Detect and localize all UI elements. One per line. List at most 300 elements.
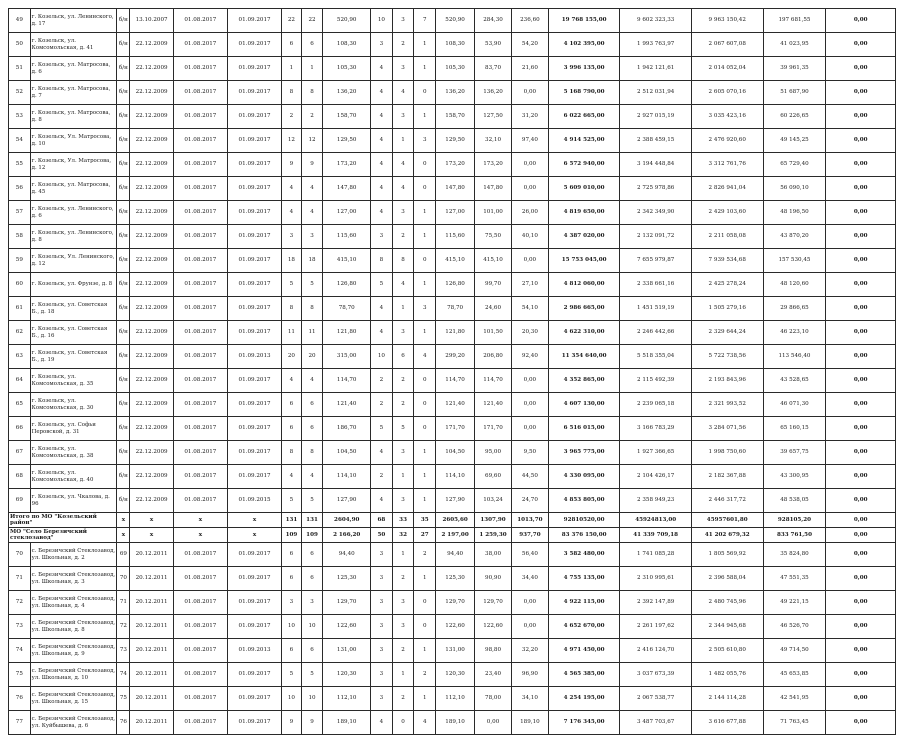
cell-cost-fund: 1 942 121,61 [620,57,692,81]
cell-residents-count: 2 [282,105,302,129]
cell-cost-total: 19 768 155,00 [548,9,620,33]
cell-area-private: 101,50 [475,321,512,345]
cell-doc-number: б/н [117,369,130,393]
cell-row-number: 65 [9,393,31,417]
cell-area-private: 98,80 [475,639,512,663]
table-row [9,417,896,441]
cell-planned-end-date: 01.09.2015 [227,489,281,513]
cell-address: с. Березичский Стеклозавод, ул. Школьная, д. 4 [30,591,117,615]
cell-residents-moved: 6 [301,639,323,663]
cell-row-number: 73 [9,615,31,639]
cell-rooms-municipal: 0 [414,393,436,417]
cell-row-number: 67 [9,441,31,465]
cell-planned-end-date: 01.09.2017 [227,615,281,639]
cell-residents-count: 5 [282,489,302,513]
cell-residents-moved: 3 [301,225,323,249]
cell-rooms-private: 2 [392,393,414,417]
cell-cost-local: 56 090,10 [763,177,826,201]
table-row [9,465,896,489]
cell-cost-regional: 5 722 738,56 [691,345,763,369]
cell-total-area: 315,00 [323,345,371,369]
cell-rooms-municipal: 1 [414,489,436,513]
cell-recognition-date: 20.12.2011 [130,711,173,735]
cell-rooms-total: 3 [371,543,393,567]
cell-total-area: 114,70 [323,369,371,393]
cell-rooms-total: 3 [371,687,393,711]
cell-address: г. Козельск, ул. Комсомольская, д. 38 [30,441,117,465]
cell-cost-local: 49 145,25 [763,129,826,153]
cell-cost-other: 0,00 [826,393,896,417]
cell-area-total: 147,80 [436,177,475,201]
cell-residents-count: 4 [282,465,302,489]
cell-residents-moved: 10 [301,687,323,711]
cell-cost-regional: 2 396 588,04 [691,567,763,591]
cell-total-area: 105,30 [323,57,371,81]
cell-planned-start-date: 01.08.2017 [173,201,227,225]
cell-rooms-total: 4 [371,201,393,225]
total-label: МО "Село Березичский стеклозавод" [9,528,117,543]
table-row [9,393,896,417]
cell-planned-start-date: 01.08.2017 [173,615,227,639]
cell-area-municipal: 92,40 [511,345,548,369]
cell-cost-fund: 1 927 366,65 [620,441,692,465]
cell-planned-end-date: 01.09.2017 [227,441,281,465]
cell-cost-total: 4 352 865,00 [548,369,620,393]
cell-cost-other: 0,00 [826,369,896,393]
cell-doc-number: б/н [117,249,130,273]
cell-planned-start-date: 01.08.2017 [173,177,227,201]
cell-cost-local: 49 221,15 [763,591,826,615]
cell-planned-start-date: 01.08.2017 [173,9,227,33]
cell-total-area: 108,30 [323,33,371,57]
cell-cost-regional: 2 321 993,52 [691,393,763,417]
cell-area-total: 121,40 [436,393,475,417]
cell-planned-start-date: 01.08.2017 [173,567,227,591]
cell-rooms-total: 4 [371,297,393,321]
cell-cost-other: 0,00 [826,81,896,105]
cell-cost-total: 4 330 095,00 [548,465,620,489]
cell-residents-count: 18 [282,249,302,273]
cell-residents-moved: 4 [301,465,323,489]
cell-cost-regional: 2 193 843,96 [691,369,763,393]
cell-area-total: 120,30 [436,663,475,687]
cell-area-total: 173,20 [436,153,475,177]
cell-cost-fund: 2 416 124,70 [620,639,692,663]
cell-area-total: 189,10 [436,711,475,735]
cell-row-number: 63 [9,345,31,369]
cell-area-municipal: 9,50 [511,441,548,465]
cell-address: г. Козельск, ул. Комсомольская, д. 40 [30,465,117,489]
cell-cost-fund: 2 392 147,89 [620,591,692,615]
cell-doc-number: б/н [117,417,130,441]
cell-residents-moved: 6 [301,417,323,441]
cell-planned-start-date: 01.08.2017 [173,249,227,273]
cell-rooms-private: 2 [392,33,414,57]
cell-residents-count: 5 [282,663,302,687]
cell-total-area: 520,90 [323,9,371,33]
cell-doc-number: б/н [117,465,130,489]
cell-rooms-private: 1 [392,543,414,567]
cell-area-private: 32,10 [475,129,512,153]
cell-rooms-private: 2 [392,567,414,591]
cell-total-area: 121,80 [323,321,371,345]
cell-rooms-municipal: 1 [414,567,436,591]
cell-residents-moved: 9 [301,711,323,735]
cell-residents-moved: 6 [301,393,323,417]
cell-area-municipal: 26,00 [511,201,548,225]
cell-area-municipal: 34,10 [511,687,548,711]
cell-total-area: 114,10 [323,465,371,489]
cell-address: г. Козельск, ул. Ленинского, д. 6 [30,201,117,225]
cell-cost-local: 42 541,95 [763,687,826,711]
cell-residents-moved: 1 [301,57,323,81]
cell-residents-count: 6 [282,567,302,591]
cell-rooms-municipal: 3 [414,129,436,153]
cell-total-area: 120,30 [323,663,371,687]
cell-planned-end-date: 01.09.2017 [227,225,281,249]
cell-cost-regional: 2 605 070,16 [691,81,763,105]
cell-rooms-private: 3 [392,9,414,33]
cell-rooms-municipal: 2 [414,543,436,567]
cell-area-private: 173,20 [475,153,512,177]
cell-cost-fund: 2 132 091,72 [620,225,692,249]
cell-cost-local: 43 528,65 [763,369,826,393]
cell-address: г. Козельск, ул. Ленинского, д. 8 [30,225,117,249]
cell-area-private: 114,70 [475,369,512,393]
cell-area-private: 90,90 [475,567,512,591]
cell-area-private: 75,50 [475,225,512,249]
cell-area-total: 104,50 [436,441,475,465]
cell-row-number: 50 [9,33,31,57]
cell-recognition-date: 22.12.2009 [130,417,173,441]
cell-row-number: 51 [9,57,31,81]
cell-rooms-total: 4 [371,441,393,465]
cell-cost-other: 0,00 [826,129,896,153]
cell-cost-fund: 2 927 015,19 [620,105,692,129]
cell-residents-count: 8 [282,81,302,105]
cell-rooms-municipal: 4 [414,711,436,735]
cell-cost-fund: 3 166 783,29 [620,417,692,441]
cell-rooms-municipal: 1 [414,57,436,81]
cell-cost-regional: 2 425 278,24 [691,273,763,297]
cell-cost-regional: 2 211 058,08 [691,225,763,249]
cell-planned-end-date: 01.09.2013 [227,639,281,663]
cell-cost-regional: 2 505 610,80 [691,639,763,663]
cell-recognition-date: 22.12.2009 [130,321,173,345]
cell-area-total: 126,80 [436,273,475,297]
cell-rooms-private: 1 [392,129,414,153]
cell-cost-other: 0,00 [826,225,896,249]
cell-cost-other: 0,00 [826,615,896,639]
cell-residents-moved: 4 [301,177,323,201]
cell-recognition-date: 22.12.2009 [130,129,173,153]
cell-area-private: 38,00 [475,543,512,567]
cell-rooms-total: 5 [371,417,393,441]
cell-total-area: 131,00 [323,639,371,663]
cell-cost-regional: 2 446 317,72 [691,489,763,513]
cell-planned-start-date: 01.08.2017 [173,687,227,711]
cell-rooms-private: 5 [392,417,414,441]
table-row [9,177,896,201]
table-row [9,591,896,615]
cell-area-total: 129,50 [436,129,475,153]
cell-area-municipal: 0,00 [511,249,548,273]
cell-rooms-municipal: 1 [414,105,436,129]
cell-area-municipal: 97,40 [511,129,548,153]
cell-doc-number: 74 [117,663,130,687]
cell-doc-number: б/н [117,57,130,81]
cell-cost-fund: 2 261 197,62 [620,615,692,639]
table-row [9,567,896,591]
cell-address: г. Козельск, ул. Матросова, д. 45 [30,177,117,201]
cell-cost-regional: 2 429 103,60 [691,201,763,225]
table-row [9,201,896,225]
cell-rooms-municipal: 1 [414,321,436,345]
cell-residents-count: 8 [282,441,302,465]
cell-total-area: 127,90 [323,489,371,513]
cell-doc-number: 71 [117,591,130,615]
cell-area-total: 121,80 [436,321,475,345]
cell-row-number: 53 [9,105,31,129]
cell-row-number: 61 [9,297,31,321]
cell-area-private: 171,70 [475,417,512,441]
cell-cost-total: 3 582 480,00 [548,543,620,567]
cell-cost-local: 41 023,95 [763,33,826,57]
cell-residents-moved: 4 [301,201,323,225]
cell-cost-other: 0,00 [826,543,896,567]
cell-planned-end-date: 01.09.2017 [227,129,281,153]
cell-rooms-municipal: 0 [414,615,436,639]
cell-cost-fund: 2 338 661,16 [620,273,692,297]
table-body-berezichsky [9,543,896,735]
cell-rooms-total: 5 [371,273,393,297]
cell-residents-count: 6 [282,543,302,567]
cell-rooms-total: 4 [371,57,393,81]
cell-cost-other: 0,00 [826,465,896,489]
cell-planned-end-date: 01.09.2017 [227,393,281,417]
cell-address: с. Березичский Стеклозавод, ул. Школьная, д. 15 [30,687,117,711]
cell-row-number: 57 [9,201,31,225]
table-row [9,129,896,153]
cell-residents-count: 20 [282,345,302,369]
cell-residents-moved: 12 [301,129,323,153]
cell-doc-number: б/н [117,273,130,297]
cell-recognition-date: 20.12.2011 [130,615,173,639]
cell-doc-number: б/н [117,297,130,321]
cell-residents-moved: 22 [301,9,323,33]
cell-cost-local: 60 226,65 [763,105,826,129]
cell-cost-other: 0,00 [826,417,896,441]
cell-residents-moved: 5 [301,663,323,687]
cell-total-area: 78,70 [323,297,371,321]
cell-residents-count: 22 [282,9,302,33]
cell-cost-local: 39 961,35 [763,57,826,81]
cell-cost-fund: 2 067 538,77 [620,687,692,711]
cell-rooms-total: 3 [371,567,393,591]
cell-cost-total: 4 652 670,00 [548,615,620,639]
cell-rooms-total: 3 [371,663,393,687]
cell-area-total: 125,30 [436,567,475,591]
table-row [9,687,896,711]
cell-rooms-total: 3 [371,33,393,57]
cell-area-total: 127,00 [436,201,475,225]
cell-area-municipal: 54,10 [511,297,548,321]
cell-recognition-date: 20.12.2011 [130,543,173,567]
cell-residents-count: 6 [282,639,302,663]
cell-cost-regional: 2 480 745,96 [691,591,763,615]
cell-rooms-private: 2 [392,369,414,393]
table-row [9,249,896,273]
cell-residents-count: 11 [282,321,302,345]
cell-area-municipal: 21,60 [511,57,548,81]
cell-rooms-total: 2 [371,369,393,393]
cell-residents-count: 6 [282,393,302,417]
cell-total-area: 173,20 [323,153,371,177]
cell-residents-moved: 8 [301,297,323,321]
cell-area-total: 415,10 [436,249,475,273]
cell-cost-local: 71 763,45 [763,711,826,735]
table-row [9,489,896,513]
cell-rooms-total: 4 [371,711,393,735]
cell-area-municipal: 0,00 [511,81,548,105]
cell-rooms-total: 8 [371,249,393,273]
cell-area-municipal: 27,10 [511,273,548,297]
cell-address: с. Березичский Стеклозавод, ул. Школьная, д. 9 [30,639,117,663]
cell-cost-regional: 2 826 941,04 [691,177,763,201]
cell-doc-number: б/н [117,225,130,249]
cell-area-total: 78,70 [436,297,475,321]
cell-cost-total: 4 254 195,00 [548,687,620,711]
cell-total-area: 158,70 [323,105,371,129]
cell-cost-fund: 2 342 349,90 [620,201,692,225]
cell-cost-local: 47 551,35 [763,567,826,591]
cell-cost-regional: 1 805 569,92 [691,543,763,567]
cell-cost-regional: 2 067 607,08 [691,33,763,57]
cell-rooms-municipal: 2 [414,663,436,687]
cell-planned-start-date: 01.08.2017 [173,297,227,321]
cell-planned-start-date: 01.08.2017 [173,663,227,687]
cell-rooms-private: 2 [392,225,414,249]
cell-row-number: 71 [9,567,31,591]
table-row [9,9,896,33]
cell-area-private: 53,90 [475,33,512,57]
cell-address: с. Березичский Стеклозавод, ул. Школьная, д. 10 [30,663,117,687]
cell-planned-start-date: 01.08.2017 [173,57,227,81]
cell-row-number: 64 [9,369,31,393]
cell-doc-number: 72 [117,615,130,639]
cell-total-area: 94,40 [323,543,371,567]
cell-recognition-date: 22.12.2009 [130,273,173,297]
cell-cost-local: 49 714,50 [763,639,826,663]
cell-area-private: 83,70 [475,57,512,81]
cell-total-area: 186,70 [323,417,371,441]
cell-rooms-total: 3 [371,591,393,615]
cell-area-private: 147,80 [475,177,512,201]
cell-address: г. Козельск, ул. Комсомольская, д. 30 [30,393,117,417]
cell-cost-regional: 1 482 055,76 [691,663,763,687]
cell-cost-local: 65 160,15 [763,417,826,441]
cell-cost-local: 48 120,60 [763,273,826,297]
cell-recognition-date: 20.12.2011 [130,567,173,591]
table-row [9,57,896,81]
cell-rooms-total: 4 [371,81,393,105]
cell-recognition-date: 22.12.2009 [130,489,173,513]
cell-rooms-municipal: 0 [414,591,436,615]
cell-address: г. Козельск, ул. Советская Б., д. 16 [30,321,117,345]
cell-residents-count: 9 [282,153,302,177]
cell-residents-moved: 6 [301,33,323,57]
cell-area-private: 136,20 [475,81,512,105]
cell-recognition-date: 13.10.2007 [130,9,173,33]
cell-rooms-municipal: 0 [414,249,436,273]
cell-recognition-date: 22.12.2009 [130,297,173,321]
cell-cost-fund: 5 518 355,04 [620,345,692,369]
cell-rooms-municipal: 0 [414,417,436,441]
cell-area-private: 129,70 [475,591,512,615]
cell-cost-other: 0,00 [826,105,896,129]
cell-address: г. Козельск, ул. Советская Б., д. 18 [30,297,117,321]
cell-total-area: 127,00 [323,201,371,225]
cell-recognition-date: 20.12.2011 [130,687,173,711]
cell-area-municipal: 0,00 [511,591,548,615]
cell-cost-regional: 1 505 279,16 [691,297,763,321]
cell-planned-start-date: 01.08.2017 [173,105,227,129]
cell-area-private: 284,30 [475,9,512,33]
cell-planned-end-date: 01.09.2017 [227,249,281,273]
cell-cost-regional: 2 144 114,28 [691,687,763,711]
cell-address: с. Березичский Стеклозавод, ул. Куйбышева, д. 6 [30,711,117,735]
cell-planned-start-date: 01.08.2017 [173,465,227,489]
table-row [9,33,896,57]
cell-area-total: 136,20 [436,81,475,105]
cell-cost-fund: 1 993 763,97 [620,33,692,57]
cell-rooms-municipal: 1 [414,465,436,489]
cell-row-number: 54 [9,129,31,153]
cell-area-municipal: 0,00 [511,417,548,441]
cell-total-area: 104,50 [323,441,371,465]
cell-rooms-private: 4 [392,81,414,105]
cell-area-private: 23,40 [475,663,512,687]
total-label: Итого по МО "Козельский район" [9,513,117,528]
resettlement-table [8,8,896,735]
cell-cost-total: 11 354 640,00 [548,345,620,369]
cell-area-total: 131,00 [436,639,475,663]
cell-cost-local: 48 538,05 [763,489,826,513]
cell-area-private: 127,50 [475,105,512,129]
cell-cost-other: 0,00 [826,591,896,615]
cell-cost-local: 43 870,20 [763,225,826,249]
cell-area-total: 122,60 [436,615,475,639]
cell-area-municipal: 236,60 [511,9,548,33]
cell-planned-start-date: 01.08.2017 [173,273,227,297]
cell-area-municipal: 0,00 [511,615,548,639]
cell-cost-local: 35 824,80 [763,543,826,567]
table-row [9,105,896,129]
cell-residents-moved: 6 [301,567,323,591]
cell-cost-fund: 2 388 459,15 [620,129,692,153]
cell-planned-start-date: 01.08.2017 [173,543,227,567]
cell-row-number: 69 [9,489,31,513]
cell-planned-start-date: 01.08.2017 [173,441,227,465]
cell-row-number: 66 [9,417,31,441]
cell-cost-other: 0,00 [826,489,896,513]
cell-doc-number: 69 [117,543,130,567]
cell-planned-end-date: 01.09.2017 [227,201,281,225]
cell-rooms-private: 1 [392,297,414,321]
table-row [9,153,896,177]
table-row [9,663,896,687]
cell-recognition-date: 20.12.2011 [130,591,173,615]
